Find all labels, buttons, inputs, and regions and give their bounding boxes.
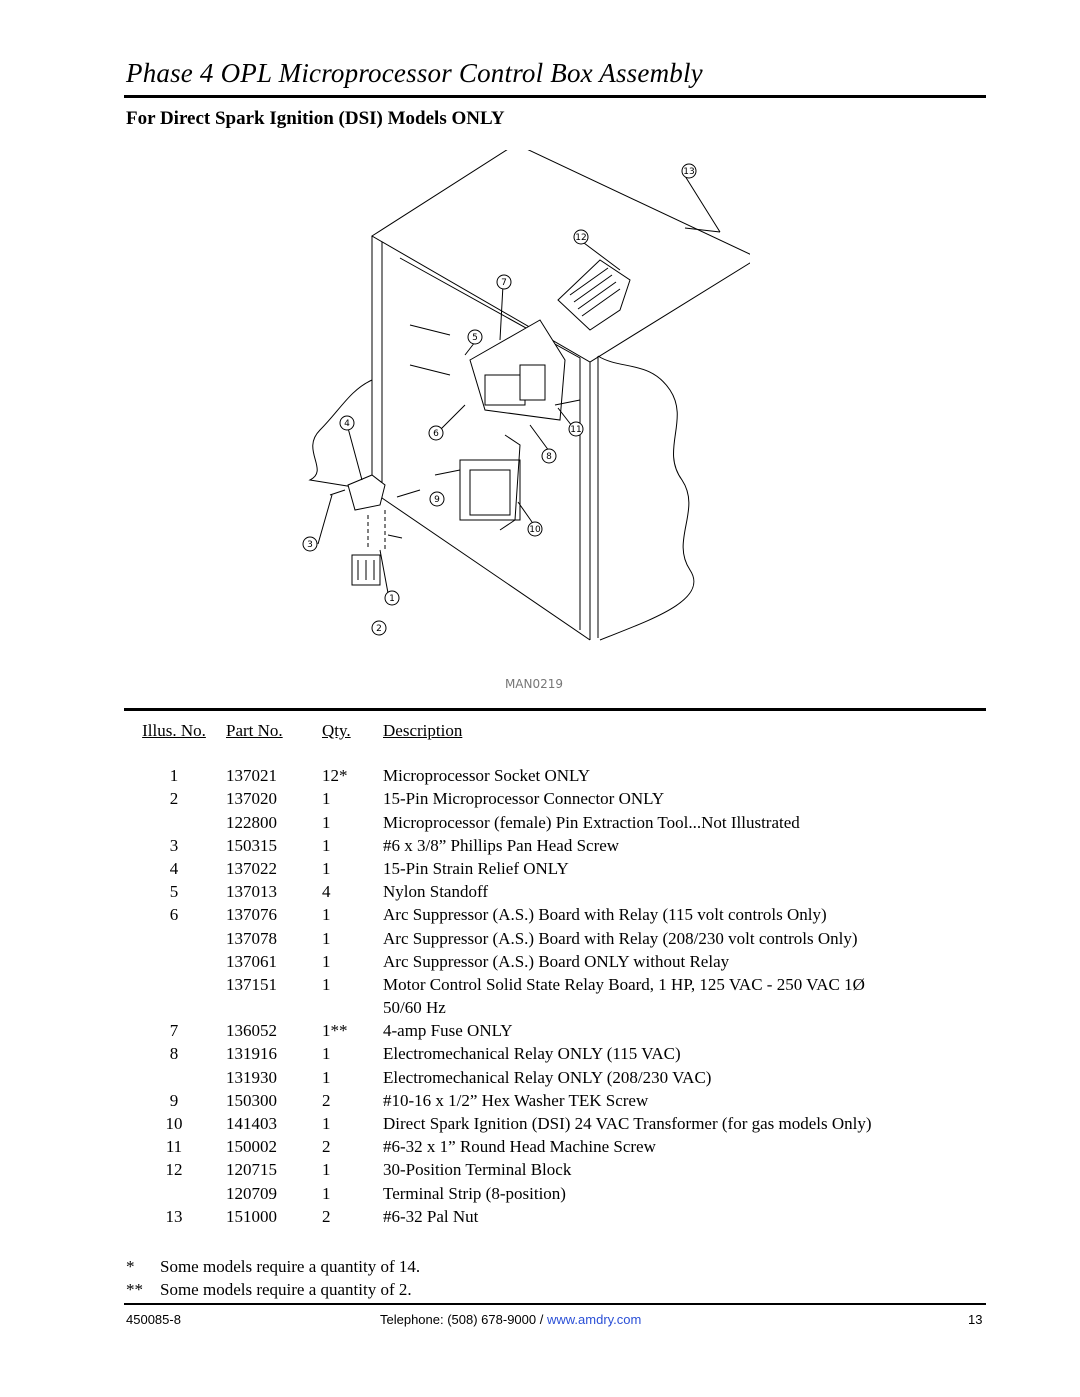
- svg-text:11: 11: [570, 425, 582, 435]
- doc-number: 450085-8: [126, 1312, 181, 1327]
- header-qty: Qty.: [322, 721, 351, 740]
- cell-qty: 1: [322, 951, 331, 971]
- svg-text:9: 9: [434, 495, 440, 505]
- header-part: Part No.: [226, 721, 283, 740]
- cell-desc: #6-32 Pal Nut: [383, 1206, 479, 1226]
- table-row: [124, 880, 983, 903]
- table-row: [124, 1042, 983, 1065]
- cell-desc: #10-16 x 1/2” Hex Washer TEK Screw: [383, 1090, 649, 1110]
- cell-desc: Microprocessor Socket ONLY: [383, 766, 590, 786]
- table-row: [124, 973, 983, 996]
- footnote: ** Some models require a quantity of 2.: [126, 1280, 412, 1299]
- cell-desc: Microprocessor (female) Pin Extraction Tool...Not Illustrated: [383, 812, 800, 832]
- cell-qty: 1**: [322, 1021, 348, 1041]
- page-title: Phase 4 OPL Microprocessor Control Box Assembly: [126, 58, 703, 88]
- callout-1: [385, 591, 399, 605]
- cell-qty: 1: [322, 1183, 331, 1203]
- cell-desc: 30-Position Terminal Block: [383, 1160, 572, 1180]
- header-desc: Description: [383, 721, 463, 740]
- callout-11: [569, 422, 583, 436]
- table-row: [124, 764, 983, 787]
- cell-desc: Terminal Strip (8-position): [383, 1183, 566, 1203]
- cell-part: 150315: [226, 835, 277, 855]
- svg-text:3: 3: [307, 540, 313, 550]
- callout-6: [429, 426, 443, 440]
- cell-part: 137151: [226, 974, 277, 994]
- callout-5: [468, 330, 482, 344]
- table-row: [124, 1158, 983, 1181]
- callout-3: [303, 537, 317, 551]
- cell-illus: 2: [169, 789, 179, 809]
- cell-qty: 1: [322, 858, 331, 878]
- cell-part: 137078: [226, 928, 277, 948]
- cell-desc: Arc Suppressor (A.S.) Board ONLY without Relay: [383, 951, 730, 971]
- cell-part: 137076: [226, 905, 277, 925]
- cell-illus: 10: [165, 1114, 183, 1133]
- cell-qty: 12*: [322, 766, 348, 786]
- cell-qty: 1: [322, 974, 331, 994]
- table-row: [124, 1089, 983, 1112]
- table-row: [124, 1019, 983, 1042]
- cell-desc: 15-Pin Microprocessor Connector ONLY: [383, 789, 665, 809]
- cell-qty: 4: [322, 882, 331, 902]
- table-header-row: [124, 719, 983, 764]
- cell-part: 131916: [226, 1044, 277, 1064]
- callout-10: [528, 522, 542, 536]
- footnote: * Some models require a quantity of 14.: [126, 1257, 421, 1276]
- cell-illus: [124, 996, 224, 1019]
- cell-illus: [124, 1182, 224, 1205]
- cell-qty: 2: [322, 1137, 331, 1157]
- footnotes: [126, 1255, 420, 1301]
- cell-desc: #6 x 3/8” Phillips Pan Head Screw: [383, 835, 620, 855]
- cell-part: 137021: [226, 766, 277, 786]
- cell-part: 131930: [226, 1067, 277, 1087]
- table-row: [124, 787, 983, 810]
- cell-desc: Nylon Standoff: [383, 882, 488, 902]
- callout-9: [430, 492, 444, 506]
- cell-desc: Arc Suppressor (A.S.) Board with Relay (115 volt controls Only): [383, 905, 827, 925]
- cell-illus: 12: [165, 1160, 183, 1180]
- cell-part: 151000: [226, 1206, 277, 1226]
- cell-part: 137061: [226, 951, 277, 971]
- cell-qty: 1: [322, 1067, 331, 1087]
- cell-illus: [124, 973, 224, 996]
- callout-4: [340, 416, 354, 430]
- cell-illus: [124, 950, 224, 973]
- table-row: [124, 950, 983, 973]
- cell-part: 150002: [226, 1137, 277, 1157]
- svg-text:4: 4: [344, 419, 350, 429]
- svg-text:1: 1: [389, 594, 395, 604]
- page-number: 13: [968, 1312, 983, 1327]
- cell-desc: 15-Pin Strain Relief ONLY: [383, 858, 569, 878]
- cell-illus: 3: [169, 835, 179, 855]
- cell-qty: 2: [322, 1090, 331, 1110]
- drawing-id: MAN0219: [504, 677, 564, 691]
- cell-part: 137020: [226, 789, 277, 809]
- table-row: [124, 857, 983, 880]
- cell-qty: [322, 996, 383, 1019]
- cell-qty: 1: [322, 1044, 331, 1064]
- callout-8: [542, 449, 556, 463]
- cell-desc: Electromechanical Relay ONLY (208/230 VAC): [383, 1067, 712, 1087]
- cell-illus: 6: [169, 905, 179, 925]
- cell-part: 137013: [226, 882, 277, 902]
- cell-part: 120715: [226, 1160, 277, 1180]
- cell-part: 136052: [226, 1021, 277, 1041]
- website-link[interactable]: www.amdry.com: [546, 1312, 642, 1327]
- table-row: [124, 811, 983, 834]
- svg-text:10: 10: [529, 525, 541, 535]
- table-rule: [124, 708, 986, 711]
- cell-illus: 9: [169, 1090, 179, 1110]
- cell-part: 122800: [226, 812, 277, 832]
- cell-part: 141403: [226, 1114, 277, 1133]
- cell-part: 150300: [226, 1090, 277, 1110]
- cell-desc: Direct Spark Ignition (DSI) 24 VAC Transformer (for gas models Only): [383, 1114, 872, 1133]
- svg-text:7: 7: [501, 278, 507, 288]
- svg-text:5: 5: [472, 333, 478, 343]
- cell-illus: 8: [169, 1044, 179, 1064]
- svg-text:13: 13: [683, 167, 695, 177]
- callout-7: [497, 275, 511, 289]
- table-row: [124, 1135, 983, 1158]
- cell-illus: 7: [169, 1021, 179, 1041]
- cell-illus: 13: [165, 1206, 183, 1226]
- cell-desc: #6-32 x 1” Round Head Machine Screw: [383, 1137, 656, 1157]
- cell-qty: 1: [322, 928, 331, 948]
- cell-qty: 2: [322, 1206, 331, 1226]
- cell-illus: [124, 811, 224, 834]
- cell-illus: 11: [165, 1137, 183, 1157]
- footer-rule: [124, 1303, 986, 1305]
- table-body: [124, 764, 983, 1228]
- section-subtitle: For Direct Spark Ignition (DSI) Models ONLY: [126, 108, 505, 129]
- header-illus: Illus. No.: [142, 721, 206, 740]
- cell-qty: 1: [322, 1114, 331, 1133]
- callout-13: [682, 164, 696, 178]
- cell-illus: 4: [169, 858, 179, 878]
- cell-qty: 1: [322, 789, 331, 809]
- cell-qty: 1: [322, 905, 331, 925]
- cell-illus: [124, 927, 224, 950]
- parts-table: [124, 719, 983, 1228]
- svg-text:12: 12: [575, 233, 587, 243]
- title-rule: [124, 95, 986, 98]
- cell-desc: 4-amp Fuse ONLY: [383, 1021, 513, 1041]
- cell-qty: 1: [322, 1160, 331, 1180]
- table-row: [124, 834, 983, 857]
- cell-illus: [124, 1066, 224, 1089]
- svg-text:2: 2: [376, 624, 382, 634]
- svg-text:6: 6: [433, 429, 439, 439]
- cell-qty: 1: [322, 835, 331, 855]
- callout-12: [574, 230, 588, 244]
- table-row: [124, 1066, 983, 1089]
- cell-desc: 50/60 Hz: [383, 998, 446, 1018]
- table-row: [124, 1112, 983, 1135]
- contact-line: [380, 1312, 641, 1327]
- assembly-diagram: [290, 150, 750, 695]
- cell-illus: 5: [169, 882, 179, 902]
- cell-qty: 1: [322, 812, 331, 832]
- cell-illus: 1: [169, 766, 179, 786]
- callout-2: [372, 621, 386, 635]
- phone-text: Telephone: (508) 678-9000 /: [380, 1312, 547, 1327]
- cell-part: 120709: [226, 1183, 277, 1203]
- table-row: [124, 996, 983, 1019]
- table-row: [124, 1205, 983, 1228]
- table-row: [124, 903, 983, 926]
- table-row: [124, 1182, 983, 1205]
- table-row: [124, 927, 983, 950]
- cell-desc: Motor Control Solid State Relay Board, 1 HP, 125 VAC - 250 VAC 1Ø: [383, 974, 865, 994]
- cell-part: [224, 996, 322, 1019]
- svg-text:8: 8: [546, 452, 552, 462]
- cell-desc: Arc Suppressor (A.S.) Board with Relay (208/230 volt controls Only): [383, 928, 858, 948]
- cell-part: 137022: [226, 858, 277, 878]
- cell-desc: Electromechanical Relay ONLY (115 VAC): [383, 1044, 681, 1064]
